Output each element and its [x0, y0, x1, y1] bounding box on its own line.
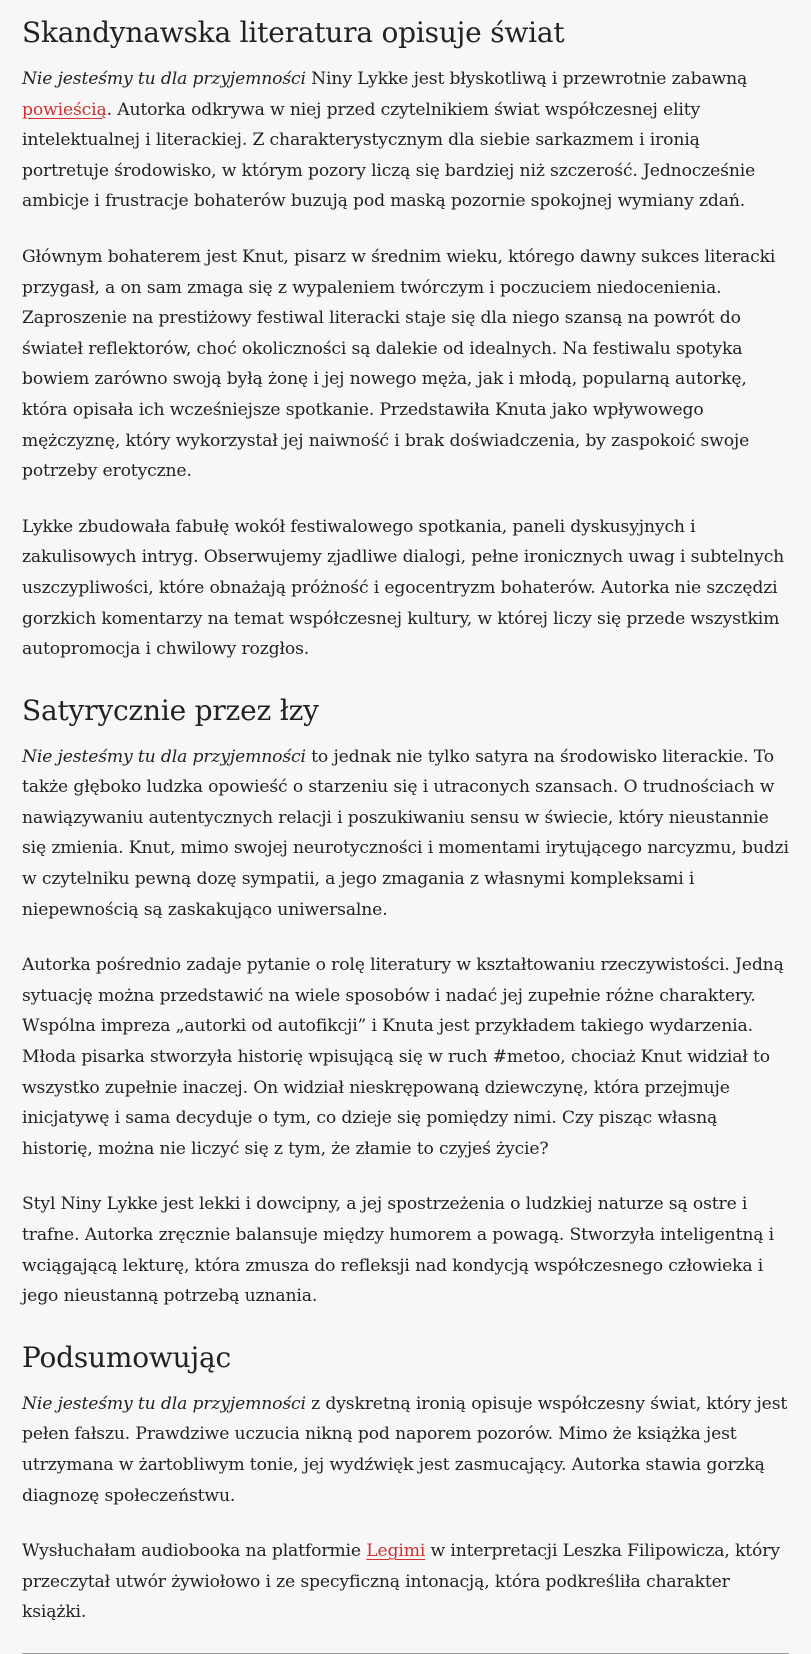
- paragraph: Styl Niny Lykke jest lekki i dowcipny, a jej spostrzeżenia o ludzkiej naturze są ostre i trafne. Autorka zręcznie balansuje między humorem a powagą. Stworzyła inteligentną i wciągającą lekturę, która zmusza do refleksji nad kondycją współczesnego człowieka i jego nieustanną potrzebą uznania.: [22, 1194, 775, 1307]
- paragraph-text: w interpretacji Leszka Filipowicza, który przeczytał utwór żywiołowo i ze specyficzną intonacją, która podkreśliła charakter książki.: [22, 1541, 780, 1623]
- paragraph-text: Niny Lykke jest błyskotliwą i przewrotnie zabawną: [305, 69, 748, 89]
- paragraph: Autorka pośrednio zadaje pytanie o rolę literatury w kształtowaniu rzeczywistości. Jedną sytuację można przedstawić na wiele sposobów i nadać jej zupełnie różne charaktery. Wspólna impreza „autorki od autofikcji” i Knuta jest przykładem takiego wydarzenia. Młoda pisarka stworzyła historię wpisującą się w ruch #metoo, chociaż Knut widział to wszystko zupełnie inaczej. On widział nieskrępowaną dziewczynę, która przejmuje inicjatywę i sama decyduje o tym, co dzieje się pomiędzy nimi. Czy pisząc własną historię, można nie liczyć się z tym, że złamie to czyjeś życie?: [22, 955, 784, 1159]
- section-heading: Podsumowując: [22, 1340, 231, 1374]
- paragraph: Lykke zbudowała fabułę wokół festiwalowego spotkania, paneli dyskusyjnych i zakulisowych intryg. Obserwujemy zjadliwe dialogi, pełne ironicznych uwag i subtelnych uszczypliwości, które obnażają próżność i egocentryzm bohaterów. Autorka nie szczędzi gorzkich komentarzy na temat współczesnej kultury, w której liczy się przede wszystkim autopromocja i chwilowy rozgłos.: [22, 516, 785, 660]
- book-title: Nie jesteśmy tu dla przyjemności: [22, 69, 306, 89]
- paragraph-text: . Autorka odkrywa w niej przed czytelnikiem świat współczesnej elity intelektualnej i literackiej. Z charakterystycznym dla siebie sarkazmem i ironią portretuje środowisko, w którym pozory liczą się bardziej niż szczerość. Jednocześnie ambicje i frustracje bohaterów buzują pod maską pozornie spokojnej wymiany zdań.: [22, 99, 756, 212]
- section-podsumowujac: [22, 1337, 789, 1628]
- section-heading: Skandynawska literatura opisuje świat: [22, 16, 565, 49]
- book-title: Nie jesteśmy tu dla przyjemności: [22, 1393, 306, 1414]
- paragraph: [22, 742, 789, 926]
- powiesc-link[interactable]: powieścią: [22, 99, 107, 120]
- section-skandynawska: [22, 12, 789, 665]
- legimi-link[interactable]: Legimi: [366, 1541, 426, 1562]
- paragraph-text: Wysłuchałam audiobooka na platformie: [22, 1541, 367, 1562]
- paragraph: [22, 1536, 789, 1628]
- paragraph: [22, 64, 789, 217]
- section-heading: Satyrycznie przez łzy: [22, 693, 319, 727]
- section-satyrycznie: [22, 690, 789, 1312]
- paragraph-text: z dyskretną ironią opisuje współczesny świat, który jest pełen fałszu. Prawdziwe uczucia nikną pod naporem pozorów. Mimo że książka jest utrzymana w żartobliwym tonie, jej wydźwięk jest zasmucający. Autorka stawia gorzką diagnozę społeczeństwu.: [22, 1393, 788, 1506]
- paragraph-text: to jednak nie tylko satyra na środowisko literackie. To także głęboko ludzka opowieść o starzeniu się i utraconych szansach. O trudnościach w nawiązywaniu autentycznych relacji i poszukiwaniu sensu w świecie, który nieustannie się zmienia. Knut, mimo swojej neurotyczności i momentami irytującego narcyzmu, budzi w czytelniku pewną dozę sympatii, a jego zmagania z własnymi kompleksami i niepewnością są zaskakująco uniwersalne.: [22, 746, 789, 920]
- paragraph: [22, 1389, 789, 1511]
- paragraph: Głównym bohaterem jest Knut, pisarz w średnim wieku, którego dawny sukces literacki przygasł, a on sam zmaga się z wypaleniem twórczym i poczuciem niedocenienia. Zaproszenie na prestiżowy festiwal literacki staje się dla niego szansą na powrót do świateł reflektorów, choć okoliczności są dalekie od idealnych. Na festiwalu spotyka bowiem zarówno swoją byłą żonę i jej nowego męża, jak i młodą, popularną autorkę, która opisała ich wcześniejsze spotkanie. Przedstawiła Knuta jako wpływowego mężczyznę, który wykorzystał jej naiwność i brak doświadczenia, by zaspokoić swoje potrzeby erotyczne.: [22, 246, 776, 482]
- book-title: Nie jesteśmy tu dla przyjemności: [22, 746, 306, 767]
